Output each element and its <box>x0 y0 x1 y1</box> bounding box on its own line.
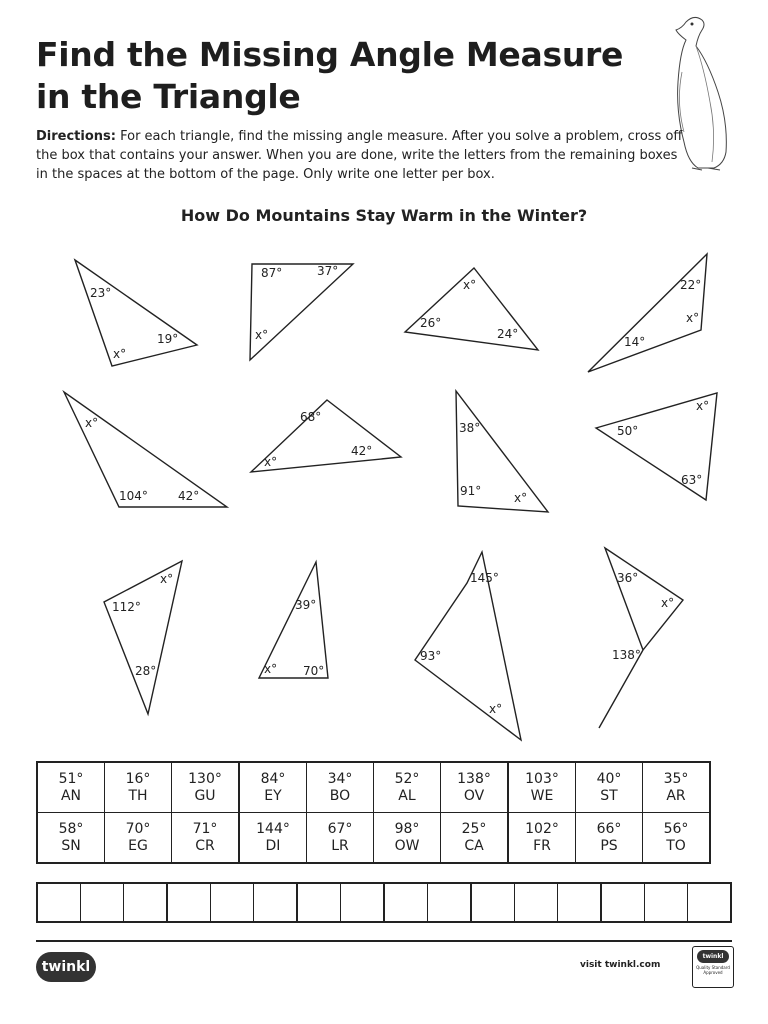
triangle-4-label-a: 22° <box>680 278 702 292</box>
letter-box[interactable] <box>124 883 168 922</box>
triangle-11 <box>415 552 521 740</box>
triangle-8-label-a: x° <box>696 399 710 413</box>
twinkl-logo[interactable]: twinkl <box>36 952 96 982</box>
letter-box[interactable] <box>211 883 254 922</box>
letter-box[interactable] <box>428 883 472 922</box>
answer-cell[interactable]: 56° TO <box>643 813 711 864</box>
triangle-10-label-b: x° <box>264 662 278 676</box>
triangle-2-label-b: 37° <box>317 264 339 278</box>
triangle-2-label-c: x° <box>255 328 269 342</box>
triangle-5-label-a: x° <box>85 416 99 430</box>
triangle-12-label-c: 138° <box>612 648 641 662</box>
triangle-1 <box>75 260 197 366</box>
riddle-question: How Do Mountains Stay Warm in the Winter? <box>180 206 588 225</box>
answer-cell[interactable]: 67° LR <box>307 813 374 864</box>
answer-cell[interactable]: 71° CR <box>172 813 240 864</box>
triangle-12-label-a: 36° <box>617 571 639 585</box>
directions-label: Directions: <box>36 129 116 144</box>
letter-box[interactable] <box>297 883 341 922</box>
answer-cell[interactable]: 138° OV <box>441 762 509 813</box>
triangle-6-label-b: 42° <box>351 444 373 458</box>
answer-cell[interactable]: 25° CA <box>441 813 509 864</box>
triangle-10-label-a: 39° <box>295 598 317 612</box>
letter-box[interactable] <box>254 883 298 922</box>
triangle-5-label-b: 104° <box>119 489 148 503</box>
answer-cell[interactable]: 66° PS <box>576 813 643 864</box>
triangle-8-label-b: 50° <box>617 424 639 438</box>
triangle-6-label-a: 68° <box>300 410 322 424</box>
triangle-9-label-b: 112° <box>112 600 141 614</box>
badge-text: Quality Standard Approved <box>696 965 730 975</box>
triangle-10-label-c: 70° <box>303 664 325 678</box>
triangle-6-label-c: x° <box>264 455 278 469</box>
triangle-9-label-a: x° <box>160 572 174 586</box>
answer-cell[interactable]: 70° EG <box>105 813 172 864</box>
answer-row-2 <box>37 813 710 864</box>
letter-box[interactable] <box>37 883 81 922</box>
triangle-9-label-c: 28° <box>135 664 157 678</box>
triangle-12 <box>599 548 683 728</box>
triangle-7-label-c: x° <box>514 491 528 505</box>
title-line-2: in the Triangle <box>36 77 301 116</box>
answer-cell[interactable]: 144° DI <box>239 813 307 864</box>
triangle-10 <box>259 562 328 678</box>
triangle-3-label-b: 26° <box>420 316 442 330</box>
triangle-7-label-b: 91° <box>460 484 482 498</box>
triangle-1-label-b: 19° <box>157 332 179 346</box>
letter-box[interactable] <box>471 883 515 922</box>
letter-box[interactable] <box>167 883 211 922</box>
letter-box[interactable] <box>601 883 645 922</box>
triangle-5-label-c: 42° <box>178 489 200 503</box>
answer-cell[interactable]: 16° TH <box>105 762 172 813</box>
answer-cell[interactable]: 98° OW <box>374 813 441 864</box>
triangle-4-label-c: 14° <box>624 335 646 349</box>
triangle-8-label-c: 63° <box>681 473 703 487</box>
triangle-3-label-c: 24° <box>497 327 519 341</box>
triangle-11-label-a: 145° <box>470 571 499 585</box>
answer-cell[interactable]: 51° AN <box>37 762 105 813</box>
letter-box[interactable] <box>341 883 385 922</box>
letter-box[interactable] <box>515 883 558 922</box>
footer-divider <box>36 940 732 942</box>
triangle-2-label-a: 87° <box>261 266 283 280</box>
quality-badge <box>692 946 734 988</box>
title-line-1: Find the Missing Angle Measure <box>36 35 624 74</box>
triangle-1-label-a: 23° <box>90 286 112 300</box>
answer-cell[interactable]: 84° EY <box>239 762 307 813</box>
answer-cell[interactable]: 103° WE <box>508 762 576 813</box>
answer-cell[interactable]: 35° AR <box>643 762 711 813</box>
answer-cell[interactable]: 102° FR <box>508 813 576 864</box>
badge-title: twinkl <box>697 950 729 963</box>
directions-text: For each triangle, find the missing angle measure. After you solve a problem, cross off the box that contains your answer. When you are done, write the letters from the remaining boxes in the spaces at the bottom of the page. Only write one letter per box. <box>36 129 683 182</box>
letter-box[interactable] <box>645 883 688 922</box>
letter-box[interactable] <box>81 883 124 922</box>
answer-cell[interactable]: 130° GU <box>172 762 240 813</box>
triangle-3-label-a: x° <box>463 278 477 292</box>
triangle-11-label-c: x° <box>489 702 503 716</box>
triangle-1-label-c: x° <box>113 347 127 361</box>
answer-cell[interactable]: 52° AL <box>374 762 441 813</box>
triangle-11-label-b: 93° <box>420 649 442 663</box>
triangle-4-label-b: x° <box>686 311 700 325</box>
answer-cell[interactable]: 34° BO <box>307 762 374 813</box>
answer-cell[interactable]: 40° ST <box>576 762 643 813</box>
letter-box[interactable] <box>558 883 602 922</box>
answer-row-1 <box>37 762 710 813</box>
triangle-7-label-a: 38° <box>459 421 481 435</box>
answer-cell[interactable]: 58° SN <box>37 813 105 864</box>
letter-box[interactable] <box>384 883 428 922</box>
answer-letter-boxes <box>36 882 732 923</box>
letter-box[interactable] <box>688 883 732 922</box>
answer-table <box>36 761 711 864</box>
visit-link[interactable]: visit twinkl.com <box>580 960 661 970</box>
triangle-12-label-b: x° <box>661 596 675 610</box>
